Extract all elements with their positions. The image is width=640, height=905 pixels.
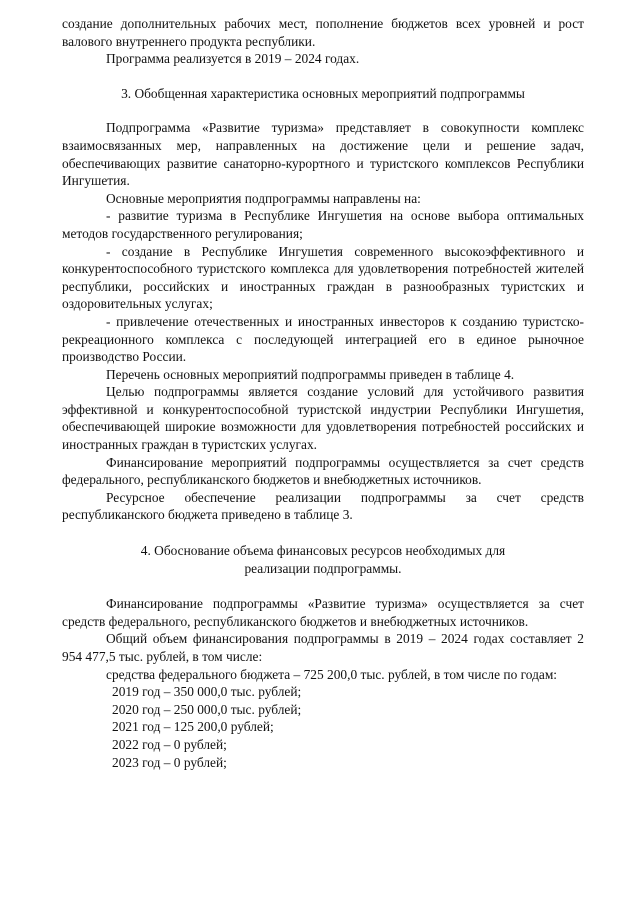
funding-year-item: 2020 год – 250 000,0 тыс. рублей;	[112, 701, 302, 717]
section-3-paragraph-5: Финансирование мероприятий подпрограммы осуществляется за счет средств федерального, республиканского бюджетов и внебюджетных источников.	[62, 454, 584, 488]
section-4-heading	[62, 542, 584, 577]
section-3-heading: 3. Обобщенная характеристика основных мероприятий подпрограммы	[121, 85, 525, 101]
section-3-paragraph-1: Подпрограмма «Развитие туризма» представляет в совокупности комплекс взаимосвязанных мер, направленных на достижение цели и решение задач, обеспечивающих развитие санаторно-курортного и туристского комплексов Республики Ингушетия.	[62, 120, 584, 189]
section-3-paragraph-6: Ресурсное обеспечение реализации подпрограммы за счет средств республиканского бюджета приведено в таблице 3.	[62, 489, 584, 523]
section-3-paragraph-2: Основные мероприятия подпрограммы направлены на:	[106, 190, 421, 206]
section-3-paragraph-4: Целью подпрограммы является создание условий для устойчивого развития эффективной и конкурентоспособной туристской индустрии Республики Ингушетия, обеспечивающей широкие возможности для удовлетворения потребностей российских и иностранных граждан в туристских услугах.	[62, 384, 584, 453]
funding-by-year-list	[112, 683, 584, 771]
section-4-paragraph-1: Финансирование подпрограммы «Развитие туризма» осуществляется за счет средств федерального, республиканского бюджетов и внебюджетных источников.	[62, 596, 584, 629]
funding-year-item: 2019 год – 350 000,0 тыс. рублей;	[112, 684, 302, 700]
section-4-heading-line-1: 4. Обоснование объема финансовых ресурсов необходимых для	[140, 543, 506, 559]
section-3-paragraph-3: Перечень основных мероприятий подпрограммы приведен в таблице 4.	[106, 366, 515, 382]
funding-year-item: 2023 год – 0 рублей;	[112, 754, 227, 770]
section-4-paragraph-2: Общий объем финансирования подпрограммы в 2019 – 2024 годах составляет 2 954 477,5 тыс. рублей, в том числе:	[62, 631, 584, 664]
section-3-bullet-2: - создание в Республике Ингушетия современного высокоэффективного и конкурентоспособного туристского комплекса для удовлетворения потребностей жителей республики, российских и иностранных граждан в разнообразных туристских и оздоровительных услугах;	[62, 243, 584, 312]
funding-year-item: 2022 год – 0 рублей;	[112, 736, 227, 752]
section-3-bullet-3: - привлечение отечественных и иностранных инвесторов к созданию туристско-рекреационного комплекса с последующей интеграцией его в единое рыночное производство России.	[62, 313, 584, 365]
section-4-paragraph-3: средства федерального бюджета – 725 200,0 тыс. рублей, в том числе по годам:	[106, 666, 558, 682]
section-3-bullet-1: - развитие туризма в Республике Ингушетия на основе выбора оптимальных методов государственного регулирования;	[62, 208, 584, 241]
program-period-paragraph: Программа реализуется в 2019 – 2024 годах.	[106, 51, 360, 67]
funding-year-item: 2021 год – 125 200,0 рублей;	[112, 719, 274, 735]
intro-paragraph: создание дополнительных рабочих мест, пополнение бюджетов всех уровней и рост валового внутреннего продукта республики.	[62, 16, 584, 49]
section-4-heading-line-2: реализации подпрограммы.	[244, 560, 402, 576]
